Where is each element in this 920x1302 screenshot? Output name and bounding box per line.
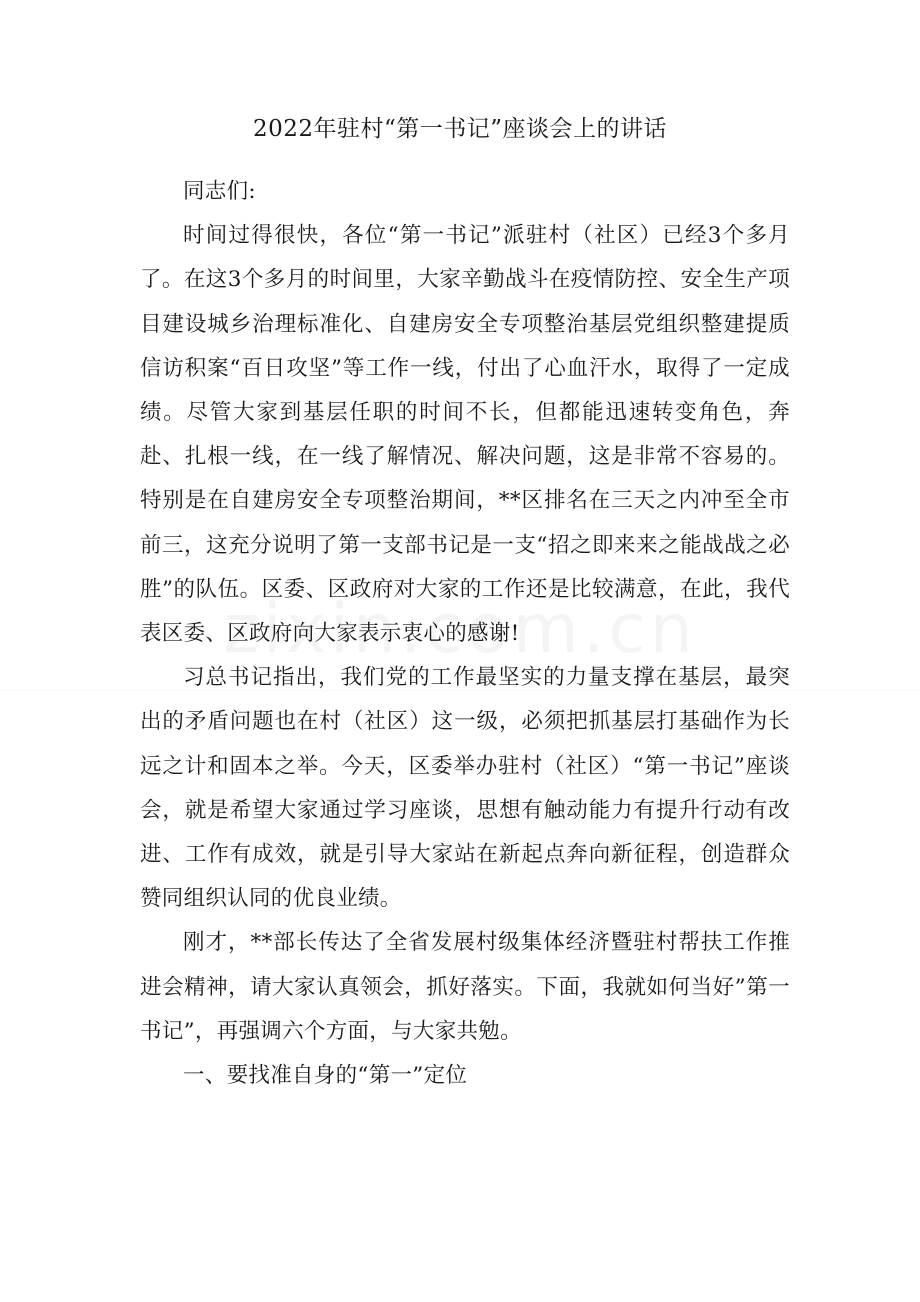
body-paragraph-1: 时间过得很快，各位“第一书记”派驻村（社区）已经3个多月了。在这3个多月的时间里，大家辛勤战斗在疫情防控、安全生产项目建设城乡治理标准化、自建房安全专项整治基层党组织整建提质信访积案“百日攻坚”等工作一线，付出了心血汗水，取得了一定成绩。尽管大家到基层任职的时间不长，但都能迅速转变角色，奔赴、扎根一线，在一线了解情况、解决问题，这是非常不容易的。特别是在自建房安全专项整治期间，**区排名在三天之内冲至全市前三，这充分说明了第一支部书记是一支“招之即来来之能战战之必胜”的队伍。区委、区政府对大家的工作还是比较满意，在此，我代表区委、区政府向大家表示衷心的感谢! <box>140 223 790 647</box>
body-paragraph-2: 习总书记指出，我们党的工作最坚实的力量支撑在基层，最突出的矛盾问题也在村（社区）这一级，必须把抓基层打基础作为长远之计和固本之举。今天，区委举办驻村（社区）“第一书记”座谈会，就是希望大家通过学习座谈，思想有触动能力有提升行动有改进、工作有成效，就是引导大家站在新起点奔向新征程，创造群众赞同组织认同的优良业绩。 <box>140 665 790 912</box>
document-title: 2022年驻村“第一书记”座谈会上的讲话 <box>252 116 668 142</box>
document-body <box>140 170 790 1098</box>
section-heading-1: 一、要找准自身的“第一”定位 <box>183 1063 468 1089</box>
salutation-paragraph: 同志们: <box>183 179 256 204</box>
body-paragraph-3: 刚才，**部长传达了全省发展村级集体经济暨驻村帮扶工作推进会精神，请大家认真领会，抓好落实。下面，我就如何当好”第一书记”，再强调六个方面，与大家共勉。 <box>140 930 790 1044</box>
